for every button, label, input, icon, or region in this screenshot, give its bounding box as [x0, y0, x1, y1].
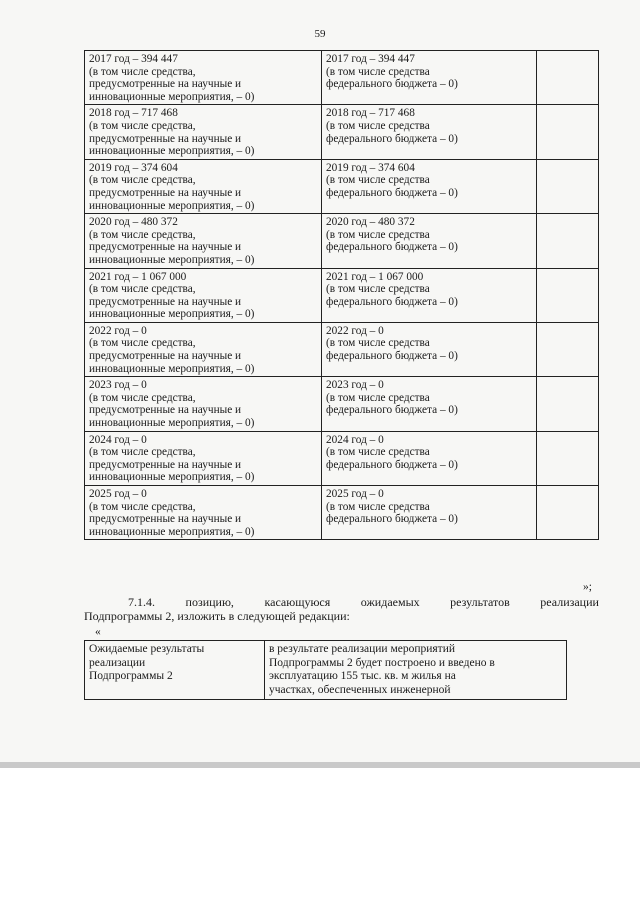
note-line: (в том числе средства,	[89, 119, 196, 132]
note-line: (в том числе средства,	[89, 446, 196, 459]
total-funding-cell	[85, 105, 322, 159]
empty-cell	[537, 322, 599, 376]
note-line: (в том числе средства,	[89, 283, 196, 296]
total-funding-cell	[85, 214, 322, 268]
note-line: федерального бюджета – 0)	[326, 295, 458, 308]
note-line: инновационные мероприятия, – 0)	[89, 417, 255, 430]
note-line: (в том числе средства,	[89, 500, 196, 513]
page-bottom-edge	[0, 762, 640, 768]
note-line: (в том числе средства	[326, 283, 430, 296]
text-line: в результате реализации мероприятий	[269, 643, 456, 655]
regional-funding-cell	[322, 322, 537, 376]
funding-row	[85, 105, 599, 159]
year-total-line: 2017 год – 394 447	[89, 53, 178, 65]
funding-row	[85, 486, 599, 540]
year-total-line: 2020 год – 480 372	[89, 216, 178, 229]
note-line: федерального бюджета – 0)	[326, 350, 458, 363]
total-funding-cell	[85, 51, 322, 105]
note-line: инновационные мероприятия, – 0)	[89, 90, 255, 103]
regional-funding-cell	[322, 486, 537, 540]
empty-cell	[537, 268, 599, 322]
note-line: федерального бюджета – 0)	[326, 513, 458, 526]
regional-funding-cell	[322, 268, 537, 322]
note-line: инновационные мероприятия, – 0)	[89, 362, 255, 375]
paragraph-word: касающуюся	[264, 595, 331, 609]
note-line: федерального бюджета – 0)	[326, 404, 458, 417]
closing-quote: »;	[583, 581, 592, 593]
note-line: предусмотренные на научные и	[89, 78, 242, 91]
total-funding-cell	[85, 159, 322, 213]
label-line: реализации	[89, 656, 146, 669]
note-line: (в том числе средства	[326, 391, 430, 404]
empty-cell	[537, 159, 599, 213]
year-total-line: 2024 год – 0	[89, 433, 147, 446]
year-total-line: 2023 год – 0	[326, 379, 384, 392]
note-line: инновационные мероприятия, – 0)	[89, 199, 255, 212]
note-line: (в том числе средства	[326, 174, 430, 187]
note-line: (в том числе средства	[326, 337, 430, 350]
total-funding-cell	[85, 322, 322, 376]
regional-funding-cell	[322, 214, 537, 268]
year-total-line: 2018 год – 717 468	[326, 107, 415, 120]
year-total-line: 2019 год – 374 604	[326, 161, 415, 174]
paragraph-number: 7.1.4.	[128, 595, 155, 609]
text-line: участках, обеспеченных инженерной	[269, 683, 451, 696]
total-funding-cell	[85, 431, 322, 485]
funding-row	[85, 431, 599, 485]
year-total-line: 2022 год – 0	[89, 324, 147, 337]
year-total-line: 2021 год – 1 067 000	[89, 270, 187, 283]
funding-row	[85, 322, 599, 376]
paragraph-word: позицию,	[185, 595, 234, 609]
note-line: федерального бюджета – 0)	[326, 241, 458, 254]
note-line: (в том числе средства,	[89, 228, 196, 241]
note-line: предусмотренные на научные и	[89, 186, 242, 199]
note-line: инновационные мероприятия, – 0)	[89, 471, 255, 484]
regional-funding-cell	[322, 105, 537, 159]
empty-cell	[537, 486, 599, 540]
paragraph-word: реализации	[540, 595, 599, 609]
paragraph-line-2: Подпрограммы 2, изложить в следующей редакции:	[84, 609, 350, 623]
regional-funding-cell	[322, 159, 537, 213]
label-line: Подпрограммы 2	[89, 670, 173, 683]
funding-row	[85, 51, 599, 105]
year-total-line: 2018 год – 717 468	[89, 107, 178, 120]
empty-cell	[537, 431, 599, 485]
note-line: (в том числе средства,	[89, 174, 196, 187]
note-line: инновационные мероприятия, – 0)	[89, 308, 255, 321]
year-total-line: 2022 год – 0	[326, 324, 384, 337]
empty-cell	[537, 105, 599, 159]
note-line: инновационные мероприятия, – 0)	[89, 253, 255, 266]
note-line: (в том числе средства	[326, 500, 430, 513]
note-line: (в том числе средства,	[89, 391, 196, 404]
paragraph-line-1	[84, 595, 599, 609]
funding-row	[85, 159, 599, 213]
empty-cell	[537, 214, 599, 268]
expected-results-row	[85, 641, 567, 700]
amendment-paragraph	[84, 595, 599, 623]
note-line: (в том числе средства,	[89, 65, 196, 78]
note-line: (в том числе средства	[326, 228, 430, 241]
year-total-line: 2023 год – 0	[89, 379, 147, 392]
note-line: предусмотренные на научные и	[89, 132, 242, 145]
empty-cell	[537, 377, 599, 431]
label-line: Ожидаемые результаты	[89, 643, 205, 655]
opening-quote: «	[95, 626, 101, 638]
year-total-line: 2024 год – 0	[326, 433, 384, 446]
total-funding-cell	[85, 486, 322, 540]
funding-row	[85, 377, 599, 431]
note-line: предусмотренные на научные и	[89, 458, 242, 471]
year-total-line: 2019 год – 374 604	[89, 161, 178, 174]
note-line: (в том числе средства,	[89, 337, 196, 350]
year-total-line: 2017 год – 394 447	[326, 53, 415, 65]
expected-results-table	[84, 640, 567, 700]
note-line: предусмотренные на научные и	[89, 404, 242, 417]
expected-results-label-cell	[85, 641, 265, 700]
note-line: (в том числе средства	[326, 446, 430, 459]
funding-table	[84, 50, 599, 540]
total-funding-cell	[85, 268, 322, 322]
text-line: эксплуатацию 155 тыс. кв. м жилья на	[269, 670, 456, 683]
note-line: предусмотренные на научные и	[89, 241, 242, 254]
note-line: федерального бюджета – 0)	[326, 186, 458, 199]
paragraph-word: ожидаемых	[360, 595, 420, 609]
note-line: (в том числе средства	[326, 65, 430, 78]
note-line: предусмотренные на научные и	[89, 295, 242, 308]
funding-table-body	[85, 51, 599, 540]
regional-funding-cell	[322, 431, 537, 485]
expected-results-text-cell	[265, 641, 567, 700]
note-line: федерального бюджета – 0)	[326, 132, 458, 145]
page-number: 59	[314, 28, 326, 40]
note-line: федерального бюджета – 0)	[326, 78, 458, 91]
note-line: федерального бюджета – 0)	[326, 458, 458, 471]
note-line: инновационные мероприятия, – 0)	[89, 525, 255, 538]
funding-row	[85, 214, 599, 268]
year-total-line: 2020 год – 480 372	[326, 216, 415, 229]
empty-cell	[537, 51, 599, 105]
note-line: (в том числе средства	[326, 119, 430, 132]
regional-funding-cell	[322, 51, 537, 105]
paragraph-word: результатов	[450, 595, 510, 609]
note-line: предусмотренные на научные и	[89, 513, 242, 526]
funding-row	[85, 268, 599, 322]
total-funding-cell	[85, 377, 322, 431]
note-line: предусмотренные на научные и	[89, 350, 242, 363]
regional-funding-cell	[322, 377, 537, 431]
year-total-line: 2021 год – 1 067 000	[326, 270, 424, 283]
year-total-line: 2025 год – 0	[89, 488, 147, 500]
year-total-line: 2025 год – 0	[326, 488, 384, 500]
text-line: Подпрограммы 2 будет построено и введено в	[269, 656, 495, 669]
note-line: инновационные мероприятия, – 0)	[89, 145, 255, 158]
